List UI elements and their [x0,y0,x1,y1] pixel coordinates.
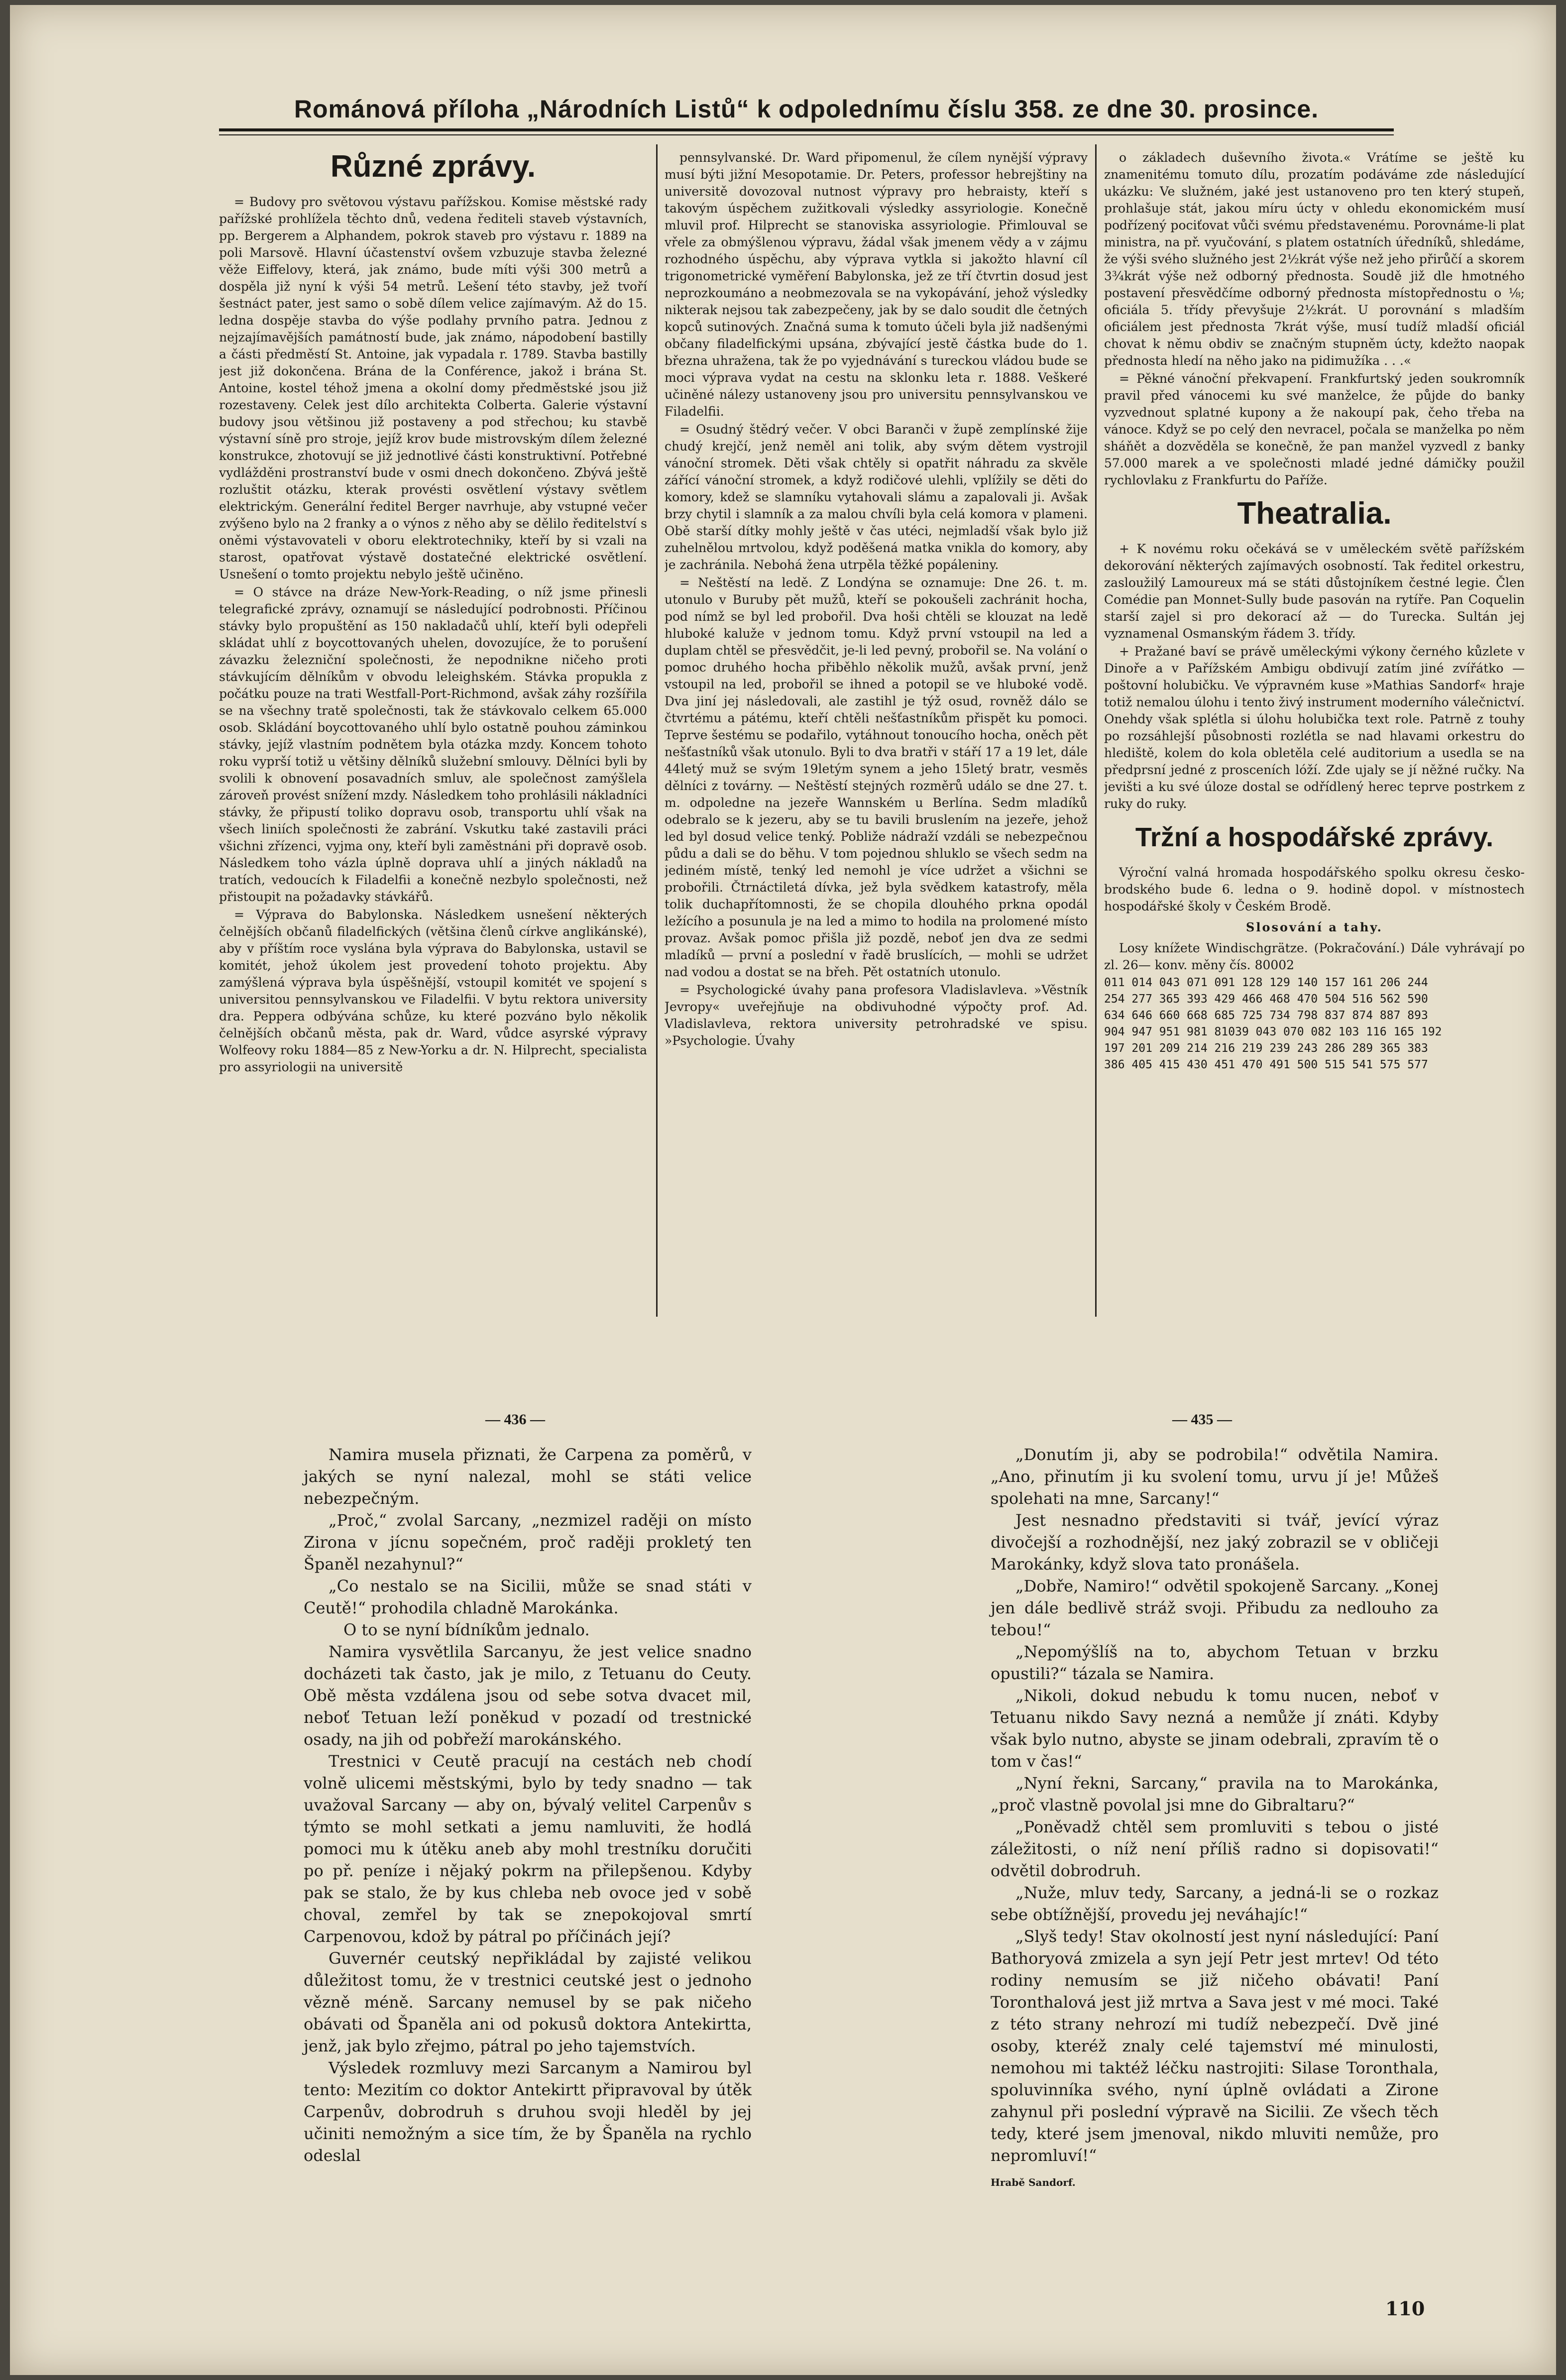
section-title-ruzne-zpravy: Různé zprávy. [330,149,536,184]
section-title-trzni-zpravy: Tržní a hospodářské zprávy. [1135,822,1494,852]
novel-paragraph: „Nikoli, dokud nebudu k tomu nucen, neboť v Tetuanu nikdo Savy nezná a nemůže jí znáti. Kdyby však bylo nutno, abyste se jinam odebrali, zpravím tě o tom v čas!“ [991,1686,1439,1771]
page-header: Románová příloha „Národních Listů“ k odpolednímu číslu 358. ze dne 30. prosince. [294,95,1319,123]
novel-signature: Hrabě Sandorf. [991,2176,1076,2188]
article-osudny-vecer: = Osudný štědrý večer. V obci Baranči v župě zemplínské žije chudý krejčí, jenž neměl ani tolik, aby svým dětem vystrojil vánoční stromek. Děti však chtěly si opatřit náhradu za skvěle zářící vánoční stromek, a když rodičové ulehli, vplížily se děti do komory, kdež se slamníku vytahovali slámu a zapalovali ji. Avšak brzy chytil i slamník a za malou chvíli byla celá komora v plameni. Obě starší dítky mohly ještě v čas utéci, nejmladší však bylo již zuhelnělou mrtvolou, když poděšená matka vnikla do komory, aby je zachránila. Nebohá žena utrpěla těžké popáleniny. [665,422,1088,572]
column-1 [219,142,647,1322]
article-babylonsko-cont: pennsylvanské. Dr. Ward připomenul, že cílem nynější výpravy musí býti jižní Mesopotamie. Dr. Peters, professor hebrejštiny na universitě dovozoval nutnost výpravy pro hebraisty, kteří s takovým úspěchem zužitkovali výsledky assyriologie. Konečně mluvil prof. Hilprecht se stanoviska assyriologie. Přimlouval se vřele za obmýšlenou výpravu, žádal však jmenem vědy a v zájmu rozhodného úspěchu, aby výprava vytkla si jakožto hlavní cíl trigonometrické vyměření Babylonska, jež ze tří čtvrtin dosud jest neprozkoumáno a neobmezovala se na vykopávání, jehož výsledky nikterak nejsou tak zabezpečeny, jak by se dalo soudit dle četných kopců sutinových. Značná suma k tomuto účeli byla již nadšenými občany filadelfickými upsána, zbývající jestě částka bude do 1. března uhražena, tak že po vyjednávání s tureckou vládou bude se moci výprava vydat na cestu na sklonku leta r. 1888. Veškeré učiněné nálezy ustanoveny jsou pro universitu pennsylvanskou ve Filadelfii. [665,150,1088,419]
article-theatralia-1: + K novému roku očekává se v uměleckém světě pařížském dekorování některých zajímavých osobností. Tak ředitel orkestru, zasloužilý Lamoureux má se státi důstojníkem čestné legie. Člen Comédie pan Monnet-Sully bude pasován na rytíře. Pan Coquelin starší zajel si pro dekorací až — do Turecka. Sultán jej vyznamenal Osmanským řádem 3. třídy. [1104,542,1525,641]
novel-paragraph: Guvernér ceutský nepřikládal by zajisté velikou důležitost tomu, že v trestnici ceutské jest o jednoho vězně méně. Sarcany nemusel by se pak ničeho obávati od Španěla ani od pokusů doktora Antekirtta, jenž, jak bylo zřejmo, pátral po jeho tajemstvích. [304,1949,752,2055]
lottery-heading: Slosování a tahy. [1246,920,1383,934]
section-title-theatralia: Theatralia. [1237,496,1392,531]
novel-paragraph: Výsledek rozmluvy mezi Sarcanym a Namirou byl tento: Mezitím co doktor Antekirtt připravoval by útěk Carpenův, dobrodruh s druhou svoji hleděl by jej učiniti nemožným a sice tím, že by Španěla na rychlo odeslal [304,2058,752,2165]
novel-paragraph: „Nuže, mluv tedy, Sarcany, a jedná-li se o rozkaz sebe obtížnější, provedu jej neváhajíc!“ [991,1883,1439,1924]
lottery-subheading: Losy knížete Windischgrätze. (Pokračování.) Dále vyhrávají po zl. 26— konv. měny čís. 80002 [1104,941,1525,972]
novel-paragraph: „Proč,“ zvolal Sarcany, „nezmizel raději on místo Zirona v jícnu sopečném, proč raději prokletý ten Španěl nezahynul?“ [304,1511,752,1574]
novel-paragraph: Trestnici v Ceutě pracují na cestách neb chodí volně ulicemi městskými, bylo by tedy snadno — tak uvažoval Sarcany — aby on, bývalý velitel Carpenův s týmto se mohl setkati a jemu namluviti, že hodlá pomoci mu k útěku aneb aby mohl trestníku doručiti po př. peníze i nějaký pokrm na přilepšenou. Kdyby pak se stalo, že by kus chleba neb ovoce jed v sobě choval, zemřel by tak se znepokojoval smrtí Carpenovou, kdož by pátral po příčinách její? [304,1752,752,1946]
article-babylonsko: = Výprava do Babylonska. Následkem usnešení některých čelnějších občanů filadelfických (většina členů církve anglikánské), aby v příštím roce vyslána byla výprava do Babylonska, ustavil se komitét, jehož úkolem jest provedení tohoto projektu. Aby zamýšlená výprava byla úspěšnější, vstoupil komitét ve spojení s universitou pennsylvanskou ve Filadelfii. V bytu rektora university dra. Peppera odbývána schůze, ku které pozváno bylo několik čelnějších občanů města, pak dr. Ward, vůdce asyrské výpravy Wolfeovy roku 1884—85 z New-Yorku a dr. N. Hilprecht, specialista pro assyriologii na universitě [219,907,647,1074]
novel-paragraph: Jest nesnadno představiti si tvář, jevící výraz divočejší a rozhodnější, nez jaký zobrazil se v obličeji Marokánky, když slova tato pronášela. [991,1511,1439,1574]
novel-paragraph: „Slyš tedy! Stav okolností jest nyní následující: Paní Bathoryová zmizela a syn její Petr jest mrtev! Od této rodiny nemusím se již ničeho obávati! Paní Toronthalová jest již mrtva a Sava jest v mé moci. Také z této strany nehrozí mi tudíž nebezpečí. Dvě jiné osoby, kteréž znaly celé tajemství mé minulosti, nemohou mi taktéž léčku nastrojiti: Silase Toronthala, spoluvinníka svého, nyní úplně ovládati a Zirone zahynul při poslední výpravě na Sicilii. Ze všech těch tedy, které jsem jmenoval, nikdo mluviti nemůže, pro nepromluví!“ [991,1927,1439,2165]
novel-paragraph: „Co nestalo se na Sicilii, může se snad státi v Ceutě!“ prohodila chladně Marokánka. [304,1577,752,1617]
header-rule-thin [219,134,1394,135]
novel-column-left [304,1444,752,2166]
novel-paragraph: „Dobře, Namiro!“ odvětil spokojeně Sarcany. „Konej jen dále bedlivě stráž svoji. Přibudu za nedlouho za tebou!“ [991,1577,1439,1639]
column-3 [1104,149,1525,1322]
lottery-numbers: 011 014 043 071 091 128 129 140 157 161 206 244 254 277 365 393 429 466 468 470 504 516 562 590 634 646 660 668 685 725 734 798 837 874 887 893 904 947 951 981 81039 043 070 082 103 116 165 192 197 201 209 214 216 219 239 243 286 289 365 383 386 405 415 430 451 470 491 500 515 541 575 577 [1104,976,1442,1071]
novel-paragraph: „Poněvadž chtěl sem promluviti s tebou o jisté záležitosti, o níž není příliš radno si dopisovati!“ odvětil dobrodruh. [991,1817,1439,1880]
novel-paragraph: Namira musela přiznati, že Carpena za poměrů, v jakých se nyní nalezal, mohl se státi velice nebezpečným. [304,1445,752,1508]
page-number-right: — 435 — [1172,1411,1232,1428]
novel-paragraph: „Donutím ji, aby se podrobila!“ odvětila Namira. „Ano, přinutím ji ku svolení tomu, urvu jí je! Můžeš spolehati na mne, Sarcany!“ [991,1445,1439,1508]
novel-paragraph: Namira vysvětlila Sarcanyu, že jest velice snadno docházeti tak často, jak je milo, z Tetuanu do Ceuty. Obě města vzdálena jsou od sebe sotva dvacet mil, neboť Tetuan leží poněkud v pozadí od trestnické osady, na jih od pobřeží marokánského. [304,1642,752,1749]
novel-paragraph: „Nepomýšlíš na to, abychom Tetuan v brzku opustili?“ tázala se Namira. [991,1642,1439,1683]
novel-column-right [991,1444,1439,2193]
article-psychologicke-uvahy: = Psychologické úvahy pana profesora Vladislavleva. »Věstník Jevropy« uveřejňuje na obdivuhodné výpočty prof. Ad. Vladislavleva, rektora university petrohradské ve spisu. »Psychologie. Úvahy [665,983,1088,1048]
article-stavka: = O stávce na dráze New-York-Reading, o níž jsme přinesli telegrafické zprávy, oznamují se následující podrobnosti. Příčinou stávky bylo propuštění as 150 nakladačů uhlí, kteří byli odepřeli skládat uhlí z boycottovaných uhelen, dovozujíce, že to porušení závazku železniční společnosti, že nepodnikne ničeho proti stávkujícím dělníkům v obvodu leleighském. Stávka propukla z počátku pouze na trati Westfall-Port-Richmond, avšak záhy rozšířila se na všechny tratě společnosti, tak že stávkovalo celkem 65.000 osob. Skládání boycottovaného uhlí bylo ostatně pouhou záminkou stávky, jejíž vlastním podnětem byla otázka mzdy. Koncem tohoto roku vyprší totiž u většiny dělníků služební smlouvy. Dělníci byli by svolili k obnovení posavadních smluv, ale společnost zamýšlela zároveň provést snížení mzdy. Následkem toho prohlásili nákladníci stávky, že připustí toliko dopravu osob, transportu uhlí však na všech liniích společnosti že zabrání. Vskutku také zastavili práci všichni zřízenci, vyjma ony, kteří byli zaměstnáni při dopravě osob. Následkem toho vázla úplně doprava uhlí a jiných nákladů na tratích, vedoucích k Filadelfii a konečně nezbylo společnosti, než přistoupit na požadavky stávkářů. [219,585,647,904]
novel-paragraph: „Nyní řekni, Sarcany,“ pravila na to Marokánka, „proč vlastně povolal jsi mne do Gibraltaru?“ [991,1774,1439,1814]
header-rule-thick [219,128,1394,131]
article-uvahy-cont: o základech duševního života.« Vrátíme se ještě ku znamenitému tomuto dílu, prozatím podáváme zde následující ukázku: Ve služném, jaké jest ustanoveno pro ten který stupeň, prohlašuje stát, jakou míru úcty v ohledu ekonomickém musí podřízený pociťovat vůči svému představenému. Porovnáme-li plat ministra, na př. vyučování, s platem ostatních úředníků, shledáme, že výši svého služného jest 2½krát výše než jeho přirůčí a skorem 3¾krát výše než odborný přednosta. Soudě již dle hmotného postavení přesvědčíme odborný přednosta místopřednostu o ⅛; oficiála 5. třídy převyšuje 2½krát. U porovnání s mladším oficiálem jest přednosta 7krát výše, musí tudíž mladší oficiál chovat k němu obdiv se značným stupněm úcty, kdežto naopak přednosta hledí na něho jako na pidimužíka . . .« [1104,150,1525,368]
article-nestesti-na-lede: = Neštěstí na ledě. Z Londýna se oznamuje: Dne 26. t. m. utonulo v Buruby pět mužů, kteří se pokoušeli zachránit hocha, pod nímž se byl led probořil. Dva hoši chtěli se klouzat na ledě hluboké kaluže v jednom tomu. Když první vstoupil na led a duplam chtěl se přesvědčit, je-li led pevný, probořil se. Na volání o pomoc druhého hocha přiběhlo několik mužů, avšak první, jenž vstoupil na led, probořil se ihned a potopil se ve hluboké vodě. Dva jiní jej následovali, ale zastihl je týž osud, rovněž dálo se čtvrtému a pátému, kteří chtěli nešťastníkům přispět ku pomoci. Teprve šestému se podařilo, vytáhnout tonoucího hocha, oněch pět nešťastníků však utonulo. Byli to dva bratři v stáří 17 a 19 let, dále 44letý muž se svým 19letým synem a jeho 15letý bratr, vesměs dělníci z továrny. — Neštěstí stejných rozměrů událo se dne 27. t. m. odpoledne na jezeře Wannském u Berlína. Sedm mladíků odebralo se k jezeru, aby se tu bavili bruslením na jezeře, jehož led byl dosud velice tenký. Pobliže nádraží vzdáli se nebezpečnou půdu a dali se do běhu. V tom pojednou shluklo se všech sedm na jediném místě, tenký led nemohl je více udržet a všichni se probořili. Čtrnáctiletá dívka, jež byla svědkem katastrofy, měla tolik duchapřítomnosti, že se chopila dlouhého prkna opodál ležícího a posunula je na led a mimo to hodila na prolomené místo provaz. Avšak pomoc přišla již pozdě, neboť jen dva ze sedmi mladíků — první a poslední v řadě bruslících, — mohli se udržet nad vodou a dostat se na břeh. Pět ostatních utonulo. [665,575,1088,979]
column-divider [656,144,658,1317]
novel-paragraph: O to se nyní bídníkům jednalo. [343,1620,590,1639]
sheet-number: 110 [1385,2297,1425,2320]
article-vyrocni-hromada: Výroční valná hromada hospodářského spolku okresu česko-brodského bude 6. ledna o 9. hodině dopol. v místnostech hospodářské školy v Českém Brodě. [1104,865,1525,913]
article-theatralia-2: + Pražané baví se právě uměleckými výkony černého kůzlete v Dinoře a v Pařížském Ambigu obdivují zatím jiné zvířátko — poštovní holubičku. Ve výpravném kuse »Mathias Sandorf« hraje totiž nemalou úlohu i tento živý instrument moderního válečnictví. Onehdy však splétla si úlohu holubička text role. Patrně z touhy po rozsáhlejší působnosti rozlétla se nad hlavami orkestru do hlediště, kolem do kola obletěla celé auditorium a usedla se na předprsní jedné z prosceních lóží. Zde ujaly se jí něžné ručky. Na jevišti a ku své úloze dostal se odřídlený herec teprve postrkem z ruky do ruky. [1104,644,1525,811]
column-divider [1095,144,1097,1317]
page-number-left: — 436 — [485,1411,545,1428]
column-2 [665,149,1088,1322]
article-vanocni-prekvapeni: = Pěkné vánoční překvapení. Frankfurtský jeden soukromník pravil před vánocemi ku své manželce, že půjde do banky vyzvednout splatné kupony a že nakoupí pak, čeho třeba na vánoce. Když se po celý den nevracel, počala se manželka po něm sháňět a dozvěděla se konečně, že pan manžel vyzvedl z banky 57.000 marek a ve společnosti mladé jedné dámičky použil rychlovlaku z Frankfurtu do Paříže. [1104,371,1525,487]
article-budovy: = Budovy pro světovou výstavu pařížskou. Komise městské rady pařížské prohlížela těchto dnů, vedena řediteli staveb výstavních, pp. Bergerem a Alphandem, pokrok staveb pro výstavu r. 1889 na poli Marsově. Hlavní účastenství ovšem vzbuzuje stavba železné věže Eiffelovy, která, jak známo, bude míti výši 300 metrů a dospěla již nyní k výši 54 metrů. Lešení této stavby, jež tvoří šestnáct pater, jest samo o sobě dílem velice zajímavým. Až do 15. ledna dospěje stavba do výše podlahy prvního patra. Jednou z nejzajímavějších památností bude, jak známo, nápodobení bastilly a části předměstí St. Antoine, jak vypadala r. 1789. Stavba bastilly jest již dokončena. Brána de la Conférence, jakož i brána St. Antoine, kostel téhož jmena a okolní domy předměstské jsou již rozestaveny. Celek jest dílo architekta Colberta. Galerie výstavní budovy jsou většinou již postaveny a pod střechou; ku stavbě výstavní síně pro stroje, jejíž krov bude mistrovským dílem železné konstrukce, zhotovují se již jednotlivé části konstruktivní. Potřebné vydlážděni prostranství bude v osmi dnech dokončeno. Zbývá ještě rozluštit otázku, kterak provésti osvětlení výstavy světlem elektrickým. Generální ředitel Berger navrhuje, aby vstupné večer zvýšeno bylo na 2 franky a o výnos z něho aby se dělilo ředitelství s oněmi výstavovateli v oboru elektrotechniky, kteří by si vzali na starost, opatřovat výstavě dostatečné elektrické osvětlení. Usnešení o tomto projektu nebylo ještě učiněno. [219,195,647,581]
